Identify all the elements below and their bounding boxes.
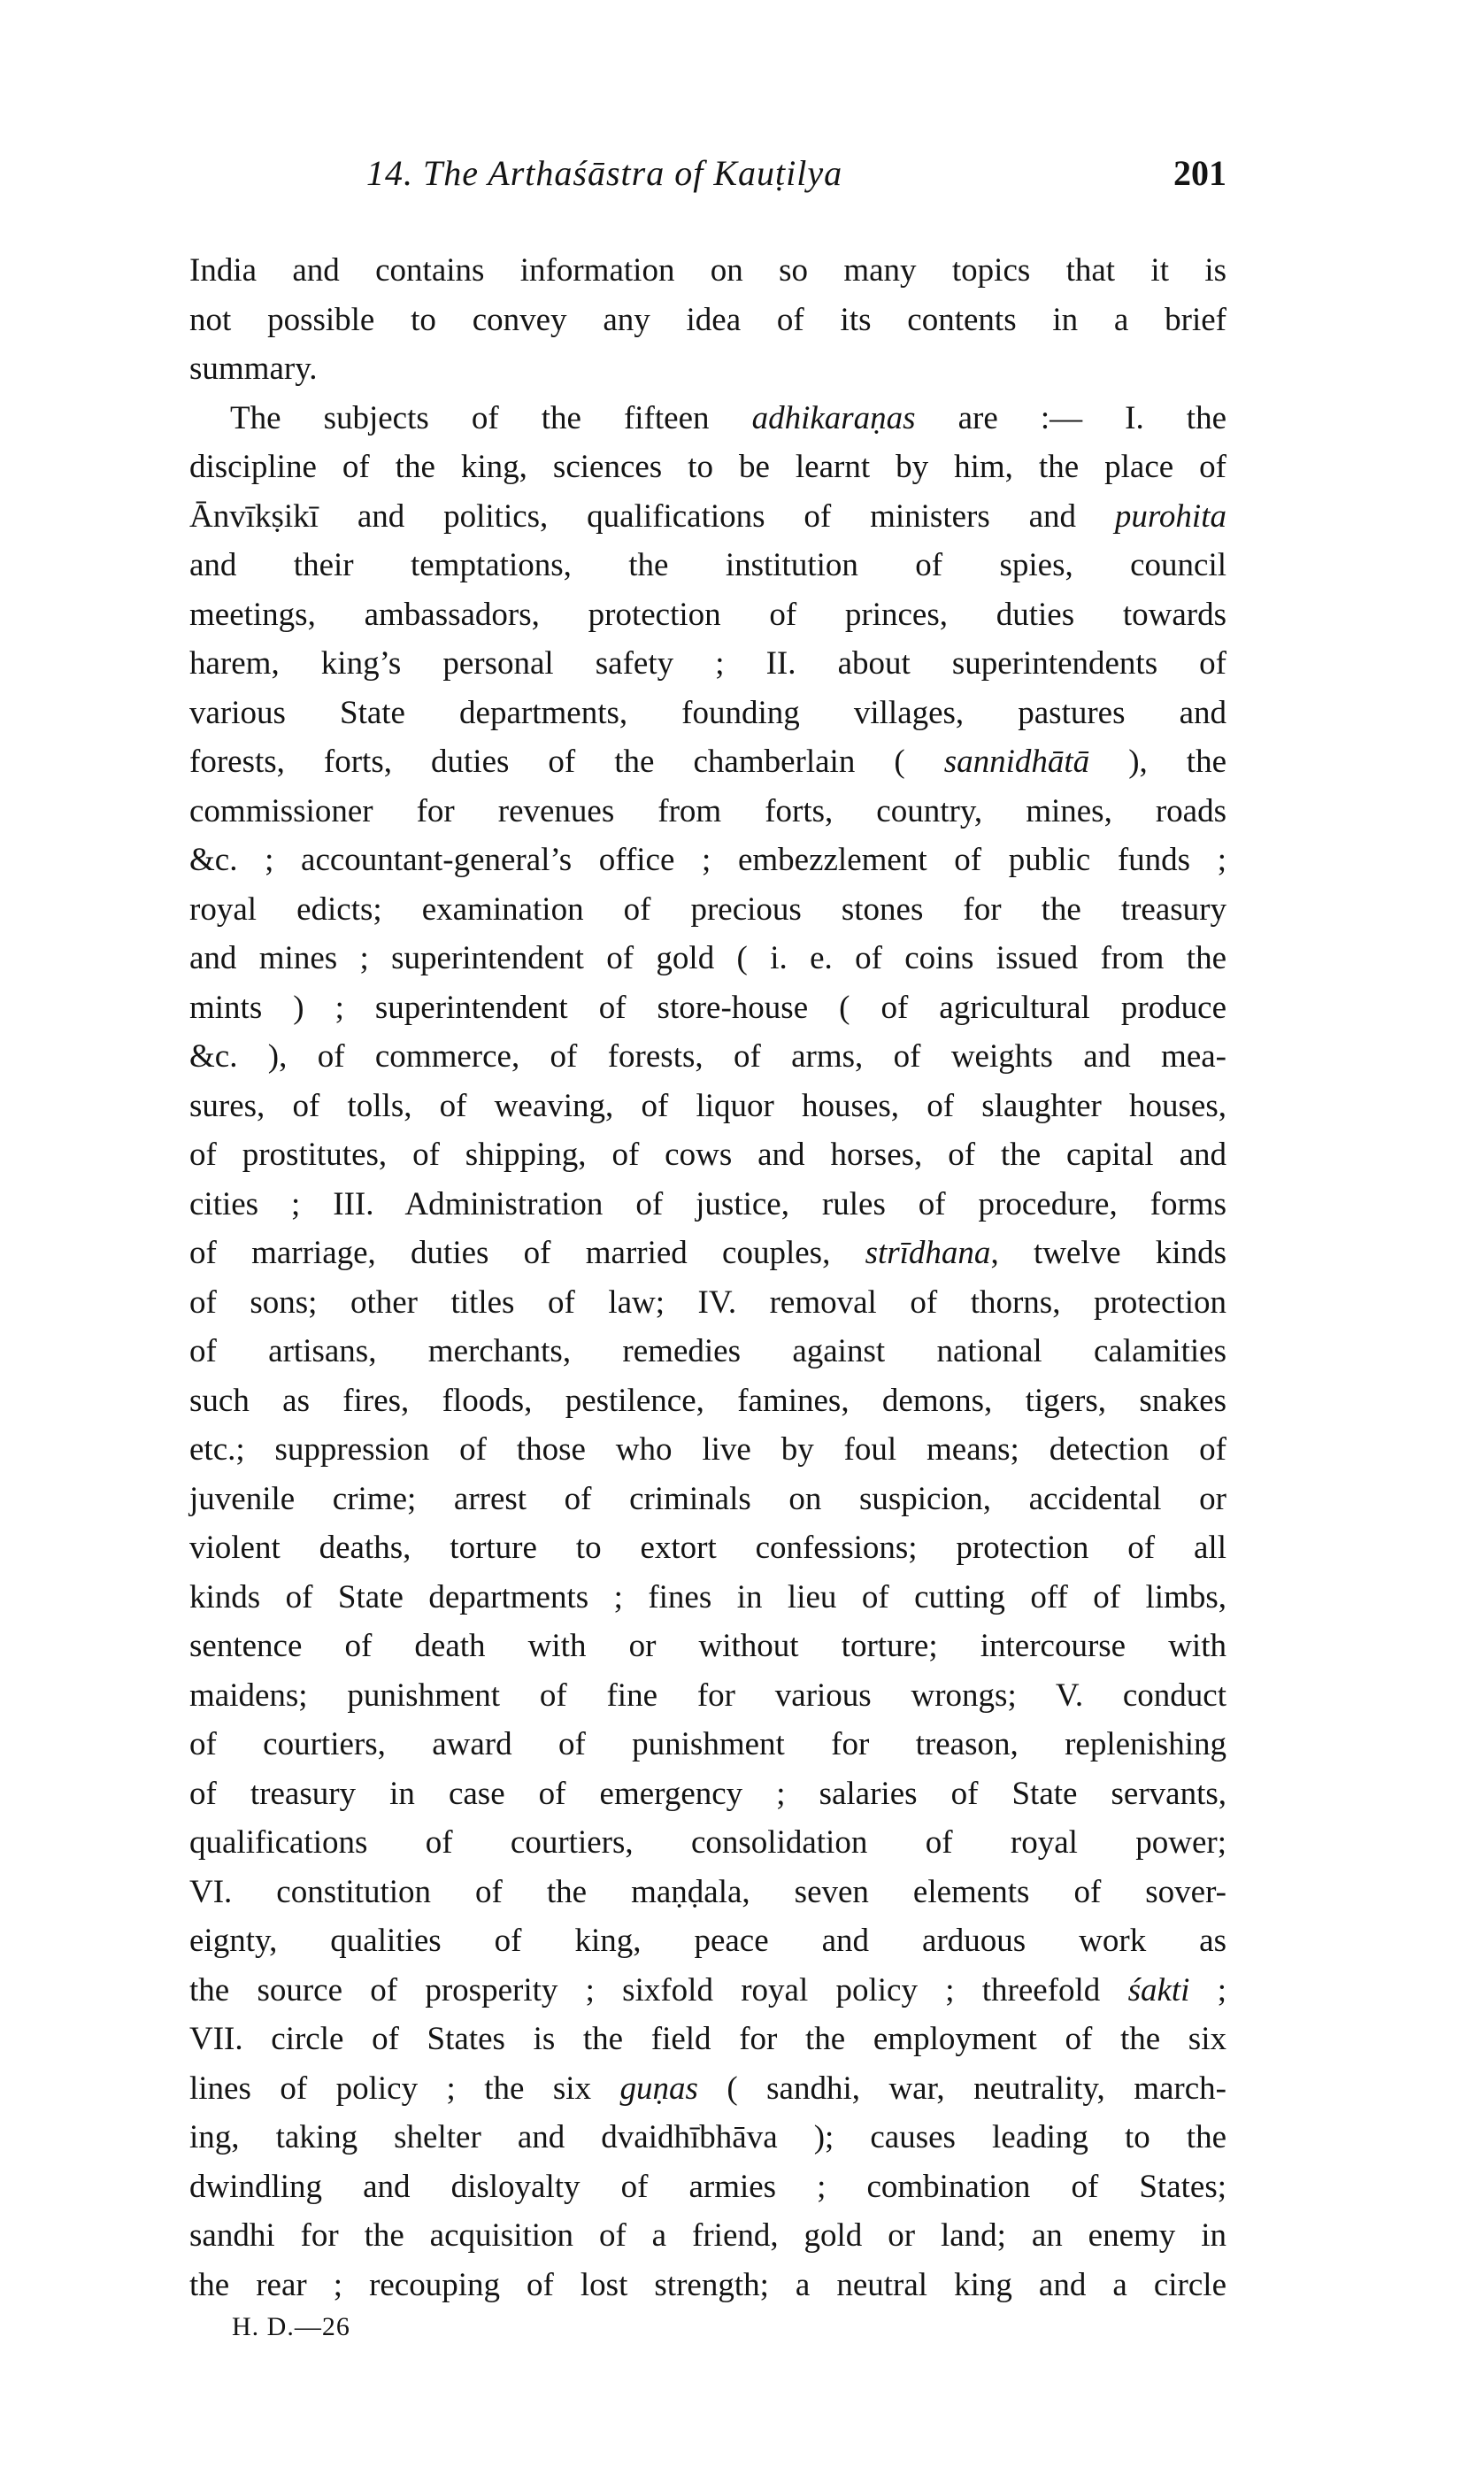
- text-line: [189, 1523, 1226, 1573]
- text-segment: juvenile crime; arrest of criminals on suspicion, accidental or: [189, 1480, 1226, 1517]
- text-segment: violent deaths, torture to extort confessions; protection of all: [189, 1530, 1226, 1566]
- text-line: [189, 2211, 1226, 2261]
- text-line: [189, 1868, 1226, 1917]
- text-line: [189, 1376, 1226, 1426]
- text-segment: lines of policy ; the six: [189, 2070, 620, 2107]
- text-line: [189, 2261, 1226, 2310]
- text-segment: harem, king’s personal safety ; II. about superintendents of: [189, 645, 1226, 682]
- italic-term: guṇas: [619, 2070, 698, 2107]
- text-line: [189, 2015, 1226, 2064]
- text-segment: the rear ; recouping of lost strength; a neutral king and a circle: [189, 2266, 1226, 2303]
- text-line: [189, 885, 1226, 935]
- text-line: [189, 1818, 1226, 1868]
- text-segment: sures, of tolls, of weaving, of liquor houses, of slaughter houses,: [189, 1087, 1226, 1124]
- text-line: [189, 296, 1226, 345]
- italic-term: purohita: [1114, 497, 1226, 535]
- text-segment: sandhi for the acquisition of a friend, gold or land; an enemy in: [189, 2217, 1226, 2254]
- text-segment: ing, taking shelter and dvaidhībhāva ); causes leading to the: [189, 2119, 1226, 2155]
- page-number: 201: [1173, 153, 1226, 193]
- text-line: [189, 1229, 1226, 1278]
- text-line: [189, 1966, 1226, 2016]
- text-segment: meetings, ambassadors, protection of princes, duties towards: [189, 596, 1226, 633]
- text-line: [189, 836, 1226, 885]
- italic-term: sannidhātā: [943, 744, 1090, 780]
- text-segment: &c. ), of commerce, of forests, of arms, of weights and mea-: [189, 1038, 1226, 1075]
- text-line: [189, 246, 1226, 296]
- text-segment: of marriage, duties of married couples,: [189, 1235, 865, 1271]
- running-header: [189, 152, 1226, 202]
- text-line: [189, 492, 1226, 542]
- text-segment: &c. ; accountant-general’s office ; embezzlement of public funds ;: [189, 842, 1226, 878]
- text-segment: The subjects of the fifteen: [230, 399, 752, 436]
- text-line: [189, 1475, 1226, 1524]
- italic-term: adhikaraṇas: [751, 399, 916, 436]
- text-segment: India and contains information on so many topics that it is: [189, 252, 1226, 289]
- text-segment: cities ; III. Administration of justice, rules of procedure, forms: [189, 1185, 1226, 1222]
- text-segment: qualifications of courtiers, consolidation of royal power;: [189, 1824, 1226, 1861]
- text-segment: etc.; suppression of those who live by foul means; detection of: [189, 1431, 1226, 1468]
- text-line: [189, 1720, 1226, 1769]
- text-line: [189, 1130, 1226, 1180]
- text-segment: of prostitutes, of shipping, of cows and horses, of the capital and: [189, 1137, 1226, 1173]
- text-line: [189, 1425, 1226, 1475]
- text-line: [189, 2064, 1226, 2114]
- text-line: [189, 541, 1226, 590]
- text-segment: kinds of State departments ; fines in lieu of cutting off of limbs,: [189, 1578, 1226, 1615]
- text-segment: ( sandhi, war, neutrality, march-: [697, 2070, 1226, 2107]
- text-segment: discipline of the king, sciences to be learnt by him, the place of: [189, 449, 1226, 485]
- italic-term: śakti: [1127, 1971, 1190, 2008]
- text-line: [189, 639, 1226, 689]
- text-segment: Ānvīkṣikī and politics, qualifications of ministers and: [189, 497, 1115, 535]
- text-segment: VI. constitution of the maṇḍala, seven elements of sover-: [189, 1873, 1226, 1910]
- text-segment: are :— I. the: [915, 399, 1226, 436]
- text-segment: and mines ; superintendent of gold ( i. e. of coins issued from the: [189, 940, 1226, 976]
- text-line: [189, 689, 1226, 738]
- text-line: [189, 443, 1226, 492]
- text-line: [189, 1769, 1226, 1819]
- text-line: [189, 394, 1226, 443]
- text-line: [189, 1032, 1226, 1082]
- text-segment: dwindling and disloyalty of armies ; combination of States;: [189, 2168, 1226, 2205]
- text-segment: of artisans, merchants, remedies against national calamities: [189, 1333, 1226, 1369]
- running-title: 14. The Arthaśāstra of Kauṭilya: [366, 153, 843, 193]
- body-text: [189, 246, 1226, 2309]
- text-line: [189, 787, 1226, 836]
- text-line: [189, 1327, 1226, 1376]
- text-line: [189, 737, 1226, 787]
- text-segment: VII. circle of States is the field for the employment of the six: [189, 2021, 1226, 2057]
- text-segment: the source of prosperity ; sixfold royal policy ; threefold: [189, 1971, 1128, 2008]
- text-segment: eignty, qualities of king, peace and arduous work as: [189, 1923, 1226, 1959]
- text-line: [189, 1278, 1226, 1328]
- text-segment: forests, forts, duties of the chamberlain (: [189, 744, 944, 780]
- text-line: [189, 344, 1226, 394]
- text-line: [189, 1573, 1226, 1623]
- text-line: [189, 2162, 1226, 2212]
- text-segment: of courtiers, award of punishment for treason, replenishing: [189, 1726, 1226, 1762]
- text-segment: ;: [1189, 1971, 1226, 2008]
- text-segment: of treasury in case of emergency ; salaries of State servants,: [189, 1775, 1226, 1812]
- text-segment: commissioner for revenues from forts, country, mines, roads: [189, 792, 1226, 829]
- text-line: [189, 2113, 1226, 2162]
- text-line: [189, 1180, 1226, 1230]
- text-segment: mints ) ; superintendent of store-house ( of agricultural produce: [189, 989, 1226, 1026]
- text-line: [189, 934, 1226, 983]
- italic-term: strīdhana: [865, 1235, 991, 1271]
- text-line: [189, 983, 1226, 1033]
- text-segment: such as fires, floods, pestilence, famines, demons, tigers, snakes: [189, 1382, 1226, 1419]
- signature-mark: H. D.—26: [232, 2312, 350, 2341]
- text-line: [189, 1916, 1226, 1966]
- text-segment: various State departments, founding villages, pastures and: [189, 694, 1226, 731]
- text-segment: of sons; other titles of law; IV. removal of thorns, protection: [189, 1284, 1226, 1321]
- text-segment: maidens; punishment of fine for various wrongs; V. conduct: [189, 1677, 1226, 1714]
- text-segment: and their temptations, the institution of spies, council: [189, 547, 1226, 583]
- text-line: [189, 1622, 1226, 1671]
- text-segment: , twelve kinds: [990, 1235, 1226, 1271]
- text-line: [189, 590, 1226, 640]
- text-segment: not possible to convey any idea of its contents in a brief: [189, 301, 1226, 338]
- text-segment: summary.: [189, 351, 318, 387]
- text-line: [189, 1082, 1226, 1131]
- text-line: [189, 1671, 1226, 1721]
- text-segment: royal edicts; examination of precious stones for the treasury: [189, 890, 1226, 928]
- text-segment: ), the: [1089, 744, 1226, 780]
- text-segment: sentence of death with or without torture; intercourse with: [189, 1628, 1226, 1664]
